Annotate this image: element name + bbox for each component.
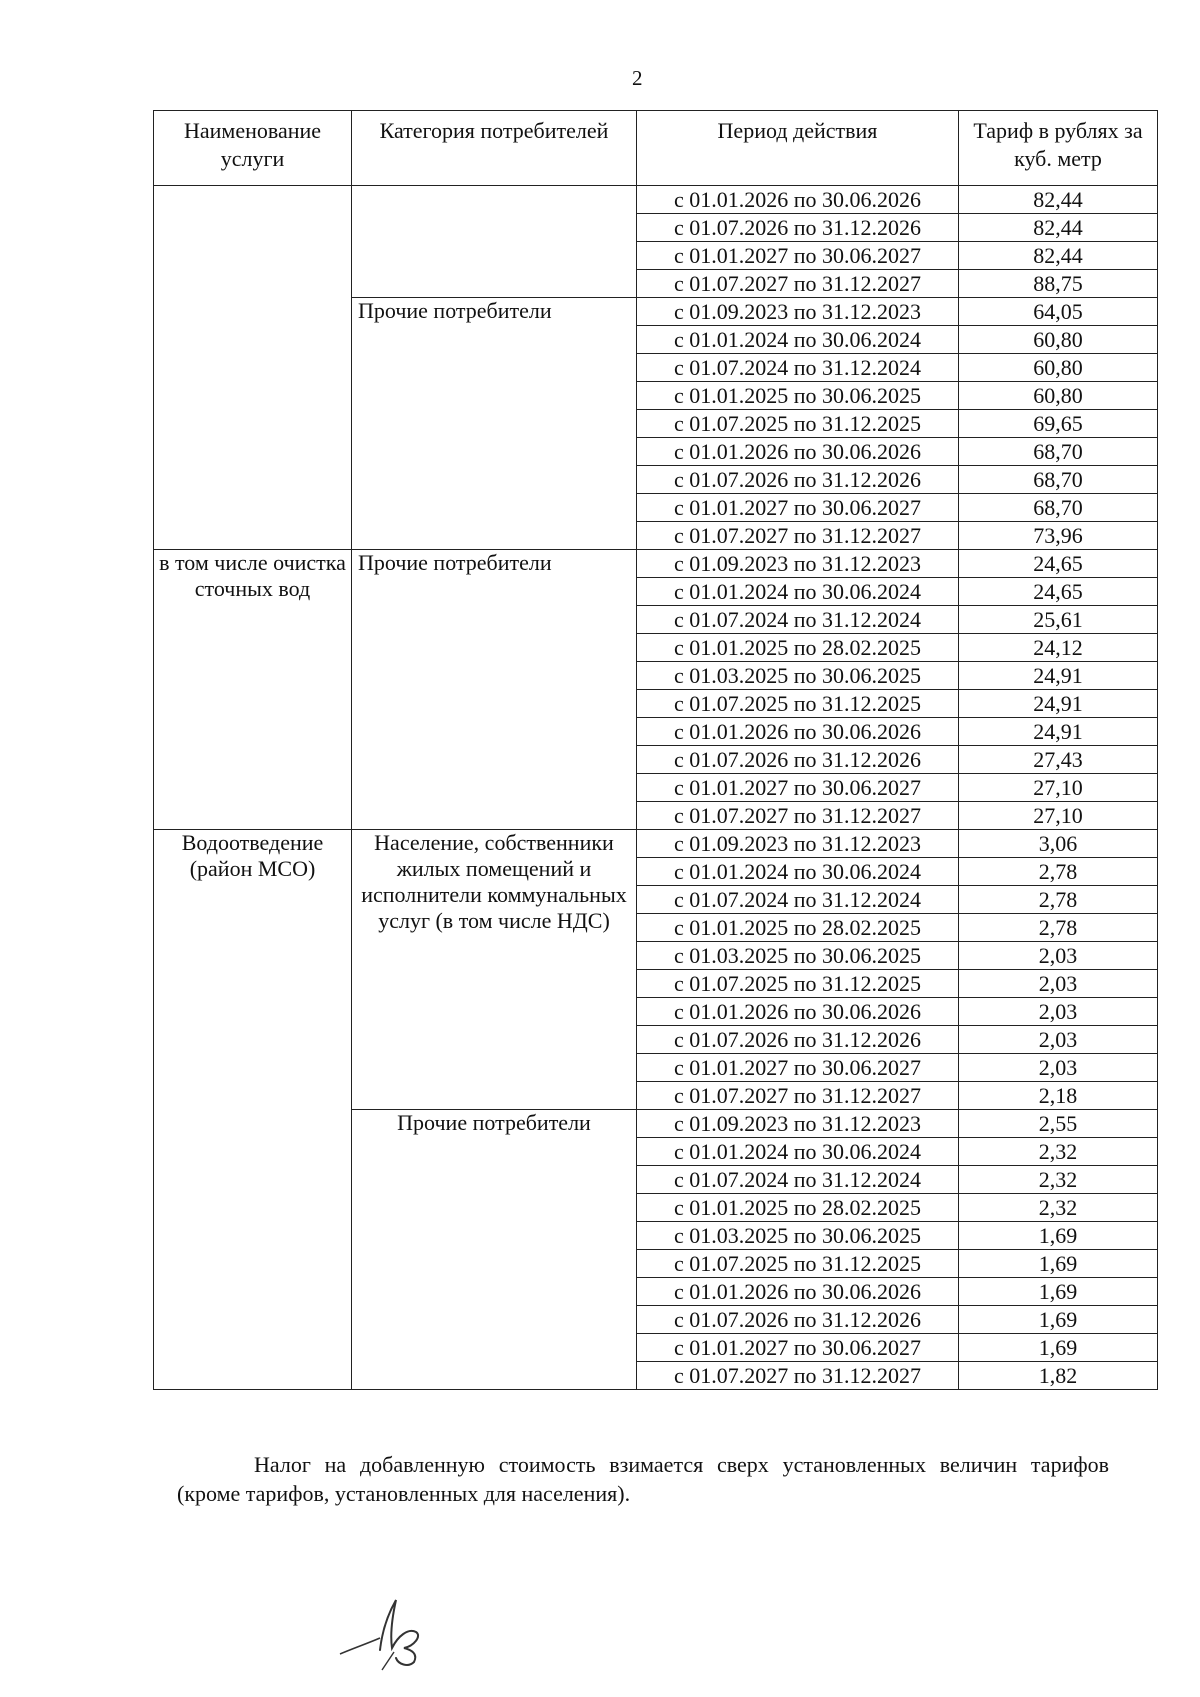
period-cell: с 01.01.2025 по 28.02.2025 [637,914,959,942]
page-number: 2 [632,66,643,90]
tariff-value-cell: 27,10 [959,802,1158,830]
period-cell: с 01.07.2027 по 31.12.2027 [637,522,959,550]
tariff-value-cell: 24,65 [959,578,1158,606]
period-cell: с 01.07.2025 по 31.12.2025 [637,1250,959,1278]
tariff-value-cell: 24,91 [959,690,1158,718]
table-row [154,830,1158,858]
tariff-value-cell: 69,65 [959,410,1158,438]
period-cell: с 01.07.2026 по 31.12.2026 [637,1026,959,1054]
tariff-value-cell: 68,70 [959,438,1158,466]
tariff-value-cell: 2,03 [959,970,1158,998]
period-cell: с 01.01.2024 по 30.06.2024 [637,578,959,606]
consumer-category-cell: Прочие потребители [352,1110,637,1390]
period-cell: с 01.07.2027 по 31.12.2027 [637,802,959,830]
tariff-value-cell: 2,03 [959,998,1158,1026]
period-cell: с 01.01.2024 по 30.06.2024 [637,1138,959,1166]
period-cell: с 01.03.2025 по 30.06.2025 [637,942,959,970]
tariff-value-cell: 1,69 [959,1334,1158,1362]
tariff-value-cell: 68,70 [959,466,1158,494]
tariff-table [153,110,1158,1390]
period-cell: с 01.01.2027 по 30.06.2027 [637,774,959,802]
period-cell: с 01.01.2025 по 28.02.2025 [637,634,959,662]
tariff-value-cell: 2,03 [959,1026,1158,1054]
header-service: Наименование услуги [154,111,352,186]
period-cell: с 01.07.2026 по 31.12.2026 [637,1306,959,1334]
service-name-cell: Водоотведение (район МСО) [154,830,352,1390]
header-period: Период действия [637,111,959,186]
service-name-cell [154,186,352,550]
tariff-value-cell: 1,82 [959,1362,1158,1390]
tariff-value-cell: 88,75 [959,270,1158,298]
consumer-category-cell: Население, собственники жилых помещений и исполнители коммунальных услуг (в том числе НДС) [352,830,637,1110]
tariff-value-cell: 2,18 [959,1082,1158,1110]
vat-footnote: Налог на добавленную стоимость взимается сверх установленных величин тарифов (кроме тарифов, установленных для населения). [177,1452,1109,1506]
period-cell: с 01.07.2024 по 31.12.2024 [637,886,959,914]
tariff-value-cell: 24,91 [959,662,1158,690]
table-header-row [154,111,1158,186]
tariff-value-cell: 68,70 [959,494,1158,522]
period-cell: с 01.01.2027 по 30.06.2027 [637,1334,959,1362]
period-cell: с 01.01.2027 по 30.06.2027 [637,1054,959,1082]
tariff-value-cell: 2,78 [959,886,1158,914]
tariff-value-cell: 82,44 [959,186,1158,214]
period-cell: с 01.01.2026 по 30.06.2026 [637,1278,959,1306]
tariff-value-cell: 27,10 [959,774,1158,802]
tariff-value-cell: 2,32 [959,1166,1158,1194]
period-cell: с 01.07.2026 по 31.12.2026 [637,466,959,494]
period-cell: с 01.07.2026 по 31.12.2026 [637,214,959,242]
tariff-value-cell: 1,69 [959,1222,1158,1250]
period-cell: с 01.01.2024 по 30.06.2024 [637,326,959,354]
period-cell: с 01.01.2025 по 30.06.2025 [637,382,959,410]
period-cell: с 01.01.2026 по 30.06.2026 [637,998,959,1026]
tariff-value-cell: 60,80 [959,382,1158,410]
period-cell: с 01.01.2025 по 28.02.2025 [637,1194,959,1222]
period-cell: с 01.01.2027 по 30.06.2027 [637,494,959,522]
period-cell: с 01.07.2027 по 31.12.2027 [637,270,959,298]
tariff-value-cell: 1,69 [959,1250,1158,1278]
tariff-value-cell: 2,55 [959,1110,1158,1138]
period-cell: с 01.07.2026 по 31.12.2026 [637,746,959,774]
tariff-value-cell: 2,32 [959,1194,1158,1222]
consumer-category-cell: Прочие потребители [352,298,637,550]
tariff-value-cell: 1,69 [959,1306,1158,1334]
period-cell: с 01.07.2025 по 31.12.2025 [637,690,959,718]
tariff-value-cell: 2,78 [959,858,1158,886]
table-row [154,186,1158,214]
period-cell: с 01.07.2027 по 31.12.2027 [637,1082,959,1110]
tariff-value-cell: 64,05 [959,298,1158,326]
header-category: Категория потребителей [352,111,637,186]
tariff-value-cell: 2,03 [959,1054,1158,1082]
tariff-value-cell: 73,96 [959,522,1158,550]
period-cell: с 01.07.2025 по 31.12.2025 [637,410,959,438]
tariff-value-cell: 24,12 [959,634,1158,662]
tariff-value-cell: 82,44 [959,214,1158,242]
tariff-value-cell: 82,44 [959,242,1158,270]
period-cell: с 01.09.2023 по 31.12.2023 [637,1110,959,1138]
tariff-value-cell: 27,43 [959,746,1158,774]
period-cell: с 01.01.2027 по 30.06.2027 [637,242,959,270]
period-cell: с 01.09.2023 по 31.12.2023 [637,550,959,578]
period-cell: с 01.01.2026 по 30.06.2026 [637,438,959,466]
tariff-value-cell: 2,03 [959,942,1158,970]
period-cell: с 01.09.2023 по 31.12.2023 [637,298,959,326]
tariff-value-cell: 24,65 [959,550,1158,578]
tariff-value-cell: 24,91 [959,718,1158,746]
tariff-value-cell: 3,06 [959,830,1158,858]
header-tariff: Тариф в рублях за куб. метр [959,111,1158,186]
period-cell: с 01.07.2025 по 31.12.2025 [637,970,959,998]
consumer-category-cell [352,186,637,298]
tariff-value-cell: 25,61 [959,606,1158,634]
tariff-value-cell: 2,78 [959,914,1158,942]
period-cell: с 01.01.2026 по 30.06.2026 [637,718,959,746]
tariff-value-cell: 60,80 [959,326,1158,354]
period-cell: с 01.01.2024 по 30.06.2024 [637,858,959,886]
table-row [154,550,1158,578]
period-cell: с 01.07.2027 по 31.12.2027 [637,1362,959,1390]
tariff-value-cell: 60,80 [959,354,1158,382]
consumer-category-cell: Прочие потребители [352,550,637,830]
tariff-value-cell: 1,69 [959,1278,1158,1306]
tariff-table-body [154,186,1158,1390]
period-cell: с 01.07.2024 по 31.12.2024 [637,354,959,382]
period-cell: с 01.03.2025 по 30.06.2025 [637,1222,959,1250]
tariff-value-cell: 2,32 [959,1138,1158,1166]
period-cell: с 01.03.2025 по 30.06.2025 [637,662,959,690]
signature-icon [336,1592,436,1672]
period-cell: с 01.01.2026 по 30.06.2026 [637,186,959,214]
period-cell: с 01.09.2023 по 31.12.2023 [637,830,959,858]
period-cell: с 01.07.2024 по 31.12.2024 [637,1166,959,1194]
service-name-cell: в том числе очистка сточных вод [154,550,352,830]
period-cell: с 01.07.2024 по 31.12.2024 [637,606,959,634]
